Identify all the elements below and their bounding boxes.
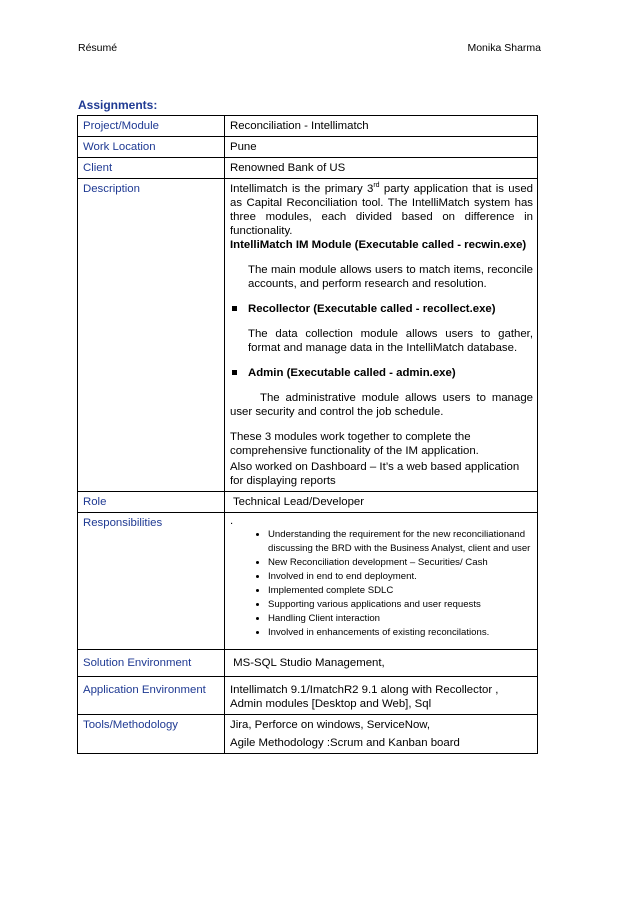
table-row	[78, 650, 538, 677]
dashboard-text: Also worked on Dashboard – It’s a web based application for displaying reports	[230, 461, 520, 487]
table-row	[78, 116, 538, 137]
row-label: Project/Module	[78, 116, 225, 137]
description-cell	[225, 179, 538, 492]
list-item: • Involved in enhancements of existing reconcilations.	[268, 626, 533, 640]
list-item: • Handling Client interaction	[268, 612, 533, 626]
table-row	[78, 492, 538, 513]
assignments-table	[77, 115, 538, 754]
admin-text: The administrative module allows users to manage user security and control the job schedule.	[230, 392, 533, 418]
square-bullet-icon	[232, 370, 237, 375]
table-row	[78, 158, 538, 179]
row-label: Role	[78, 492, 225, 513]
responsibilities-lead: .	[230, 515, 234, 527]
im-module-heading: IntelliMatch IM Module (Executable called - recwin.exe)	[230, 239, 527, 251]
recollector-text: The data collection module allows users to gather, format and manage data in the IntelliMatch database.	[248, 328, 533, 354]
row-value: Renowned Bank of US	[225, 158, 538, 179]
row-value: Reconciliation - Intellimatch	[225, 116, 538, 137]
tools-cell	[225, 715, 538, 754]
section-title: Assignments:	[78, 98, 158, 112]
list-item	[230, 302, 533, 316]
tools-line-1: Jira, Perforce on windows, ServiceNow,	[230, 719, 431, 731]
table-row	[78, 715, 538, 754]
list-item	[230, 366, 533, 380]
table-row	[78, 179, 538, 492]
tools-line-2: Agile Methodology :Scrum and Kanban board	[230, 737, 460, 749]
row-value: MS-SQL Studio Management,	[225, 650, 538, 677]
list-item: • Understanding the requirement for the new reconciliationand discussing the BRD with the Business Analyst, client and user	[268, 528, 533, 556]
header-resume-label: Résumé	[78, 42, 118, 54]
table-row	[78, 677, 538, 715]
row-label: Work Location	[78, 137, 225, 158]
description-intro: Intellimatch is the primary 3rd party application that is used as Capital Reconciliation tool. The IntelliMatch system has three modules, each divided based on difference in functionality.	[230, 182, 533, 237]
row-label: Responsibilities	[78, 513, 225, 650]
row-value: Intellimatch 9.1/ImatchR2 9.1 along with Recollector , Admin modules [Desktop and Web], Sql	[225, 677, 538, 715]
list-item: • Implemented complete SDLC	[268, 584, 533, 598]
table-row	[78, 513, 538, 650]
header-candidate-name: Monika Sharma	[467, 42, 541, 54]
list-item: • New Reconciliation development – Securities/ Cash	[268, 556, 533, 570]
row-label: Client	[78, 158, 225, 179]
responsibilities-list	[230, 528, 533, 640]
row-label: Application Environment	[78, 677, 225, 715]
row-label: Solution Environment	[78, 650, 225, 677]
list-item: • Involved in end to end deployment.	[268, 570, 533, 584]
list-item: • Supporting various applications and user requests	[268, 598, 533, 612]
row-label: Description	[78, 179, 225, 492]
modules-text: These 3 modules work together to complete the comprehensive functionality of the IM application.	[230, 431, 479, 457]
responsibilities-cell	[225, 513, 538, 650]
im-module-text: The main module allows users to match items, reconcile accounts, and perform research and resolution.	[248, 264, 533, 290]
row-value: Technical Lead/Developer	[225, 492, 538, 513]
recollector-heading: Recollector (Executable called - recollect.exe)	[248, 303, 496, 315]
table-row	[78, 137, 538, 158]
row-value: Pune	[225, 137, 538, 158]
row-label: Tools/Methodology	[78, 715, 225, 754]
square-bullet-icon	[232, 306, 237, 311]
admin-heading: Admin (Executable called - admin.exe)	[248, 367, 456, 379]
